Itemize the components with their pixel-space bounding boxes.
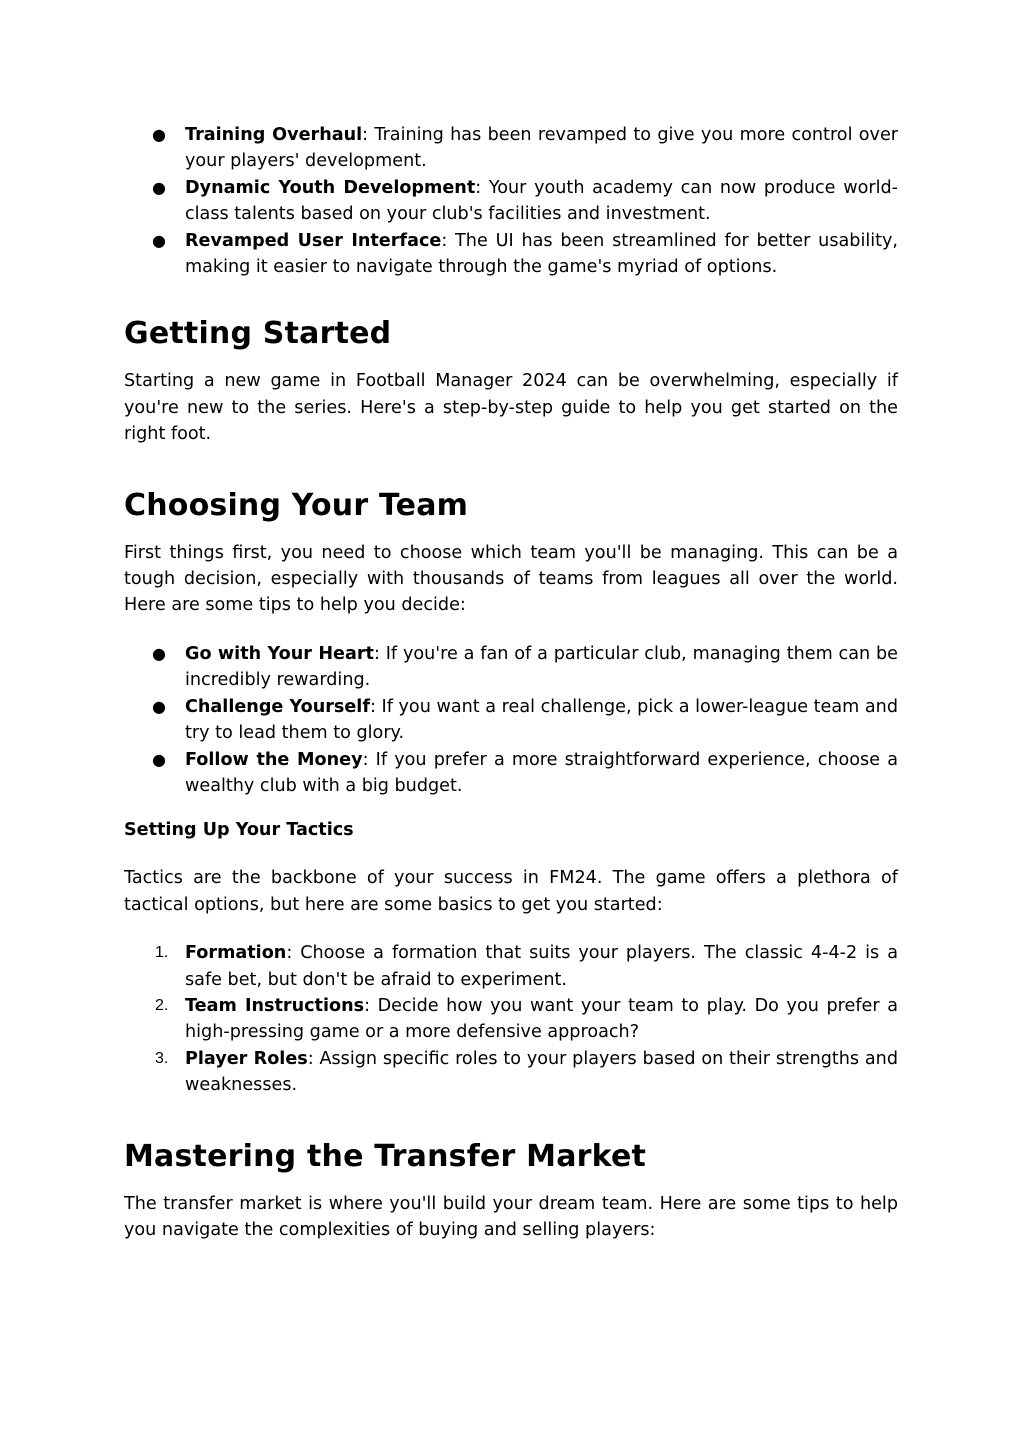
section-heading-choosing-team: Choosing Your Team xyxy=(124,487,469,523)
list-item-text: : If you're a fan of a particular club, managing them can be incredibly rewarding. xyxy=(185,643,899,691)
tactics-paragraph: Tactics are the backbone of your success in FM24. The game offers a plethora of tactical options, but here are some basics to get you started: xyxy=(124,868,898,915)
bullet-icon: ● xyxy=(152,749,166,769)
list-item-term: Dynamic Youth Development xyxy=(185,177,476,198)
list-item-term: Go with Your Heart xyxy=(185,643,374,664)
list-item xyxy=(124,228,898,281)
list-number: 2. xyxy=(155,996,169,1014)
bullet-icon: ● xyxy=(152,643,166,663)
tactics-steps-list xyxy=(124,940,898,1098)
list-item-text: : The UI has been streamlined for better usability, making it easier to navigate through the game's myriad of options. xyxy=(185,230,899,278)
bullet-icon: ● xyxy=(152,177,166,197)
list-item xyxy=(124,694,898,747)
list-item xyxy=(124,993,898,1046)
list-item-text: : Your youth academy can now produce world-class talents based on your club's facilities and investment. xyxy=(185,177,898,225)
list-item-term: Player Roles xyxy=(185,1048,308,1069)
list-item xyxy=(124,175,898,228)
subheading-tactics: Setting Up Your Tactics xyxy=(124,820,354,841)
list-item-text: : Training has been revamped to give you more control over your players' development. xyxy=(185,125,899,172)
list-number: 3. xyxy=(155,1049,169,1067)
list-item-text: : Assign specific roles to your players based on their strengths and weaknesses. xyxy=(185,1048,898,1096)
bullet-icon: ● xyxy=(152,696,166,716)
list-item-text: : Decide how you want your team to play. Do you prefer a high-pressing game or a more defensive approach? xyxy=(185,995,898,1043)
list-item xyxy=(124,1046,898,1099)
list-number: 1. xyxy=(155,944,169,962)
list-item-text: : Choose a formation that suits your players. The classic 4-4-2 is a safe bet, but don't be afraid to experiment. xyxy=(185,943,898,990)
section-heading-getting-started: Getting Started xyxy=(124,316,392,352)
section-heading-transfer-market: Mastering the Transfer Market xyxy=(124,1138,647,1174)
list-item-text: : If you prefer a more straightforward experience, choose a wealthy club with a big budget. xyxy=(185,749,898,796)
list-item-term: Training Overhaul xyxy=(185,125,363,145)
document-page xyxy=(124,122,898,1243)
feature-list xyxy=(124,122,898,280)
choosing-team-paragraph: First things first, you need to choose which team you'll be managing. This can be a tough decision, especially with thousands of teams from leagues all over the world. Here are some tips to help you decide: xyxy=(124,542,898,616)
list-item xyxy=(124,641,898,694)
list-item-text: : If you want a real challenge, pick a lower-league team and try to lead them to glory. xyxy=(185,696,898,744)
transfer-market-paragraph: The transfer market is where you'll build your dream team. Here are some tips to help you navigate the complexities of buying and selling players: xyxy=(124,1193,898,1240)
team-tips-list xyxy=(124,641,898,799)
list-item xyxy=(124,940,898,993)
list-item-term: Follow the Money xyxy=(185,749,363,770)
list-item-term: Challenge Yourself xyxy=(185,696,370,717)
list-item-term: Team Instructions xyxy=(185,995,365,1016)
list-item xyxy=(124,747,898,800)
list-item-term: Formation xyxy=(185,943,287,964)
bullet-icon: ● xyxy=(152,230,166,250)
getting-started-paragraph: Starting a new game in Football Manager 2024 can be overwhelming, especially if you're new to the series. Here's a step-by-step guide to help you get started on the right foot. xyxy=(124,371,898,445)
list-item xyxy=(124,122,898,175)
list-item-term: Revamped User Interface xyxy=(185,230,442,251)
bullet-icon: ● xyxy=(152,125,166,144)
